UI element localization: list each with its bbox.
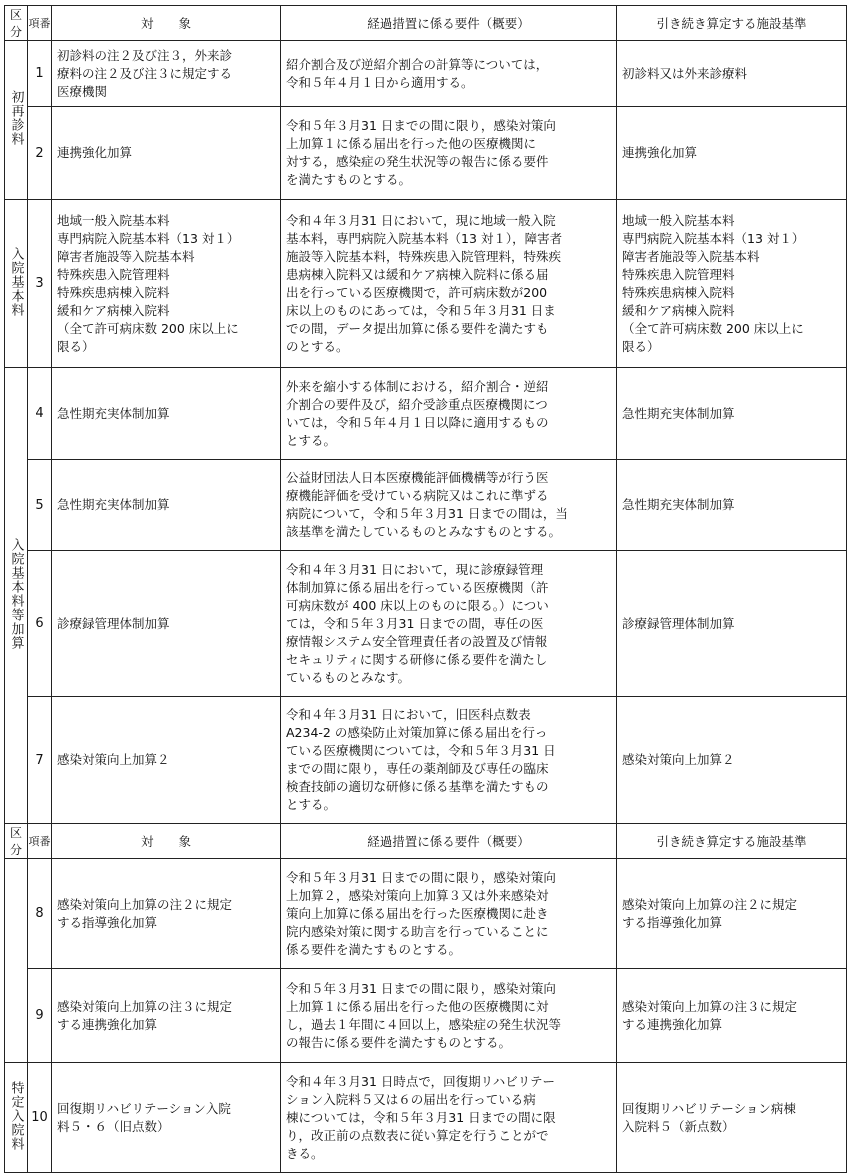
table-row (5, 41, 847, 107)
row-taisho: 診療録管理体制加算 (52, 551, 281, 697)
category-label: 初再診料 (8, 90, 24, 146)
row-yoken: 令和４年３月31 日時点で，回復期リハビリテー ション入院料５又は６の届出を行っている病 棟については，令和５年３月31 日までの間に限 り，改正前の点数表に従い算定を行うことがで きる。 (281, 1063, 617, 1173)
table-row (5, 859, 847, 969)
row-number: 7 (28, 697, 52, 824)
header-yoken: 経過措置に係る要件（概要） (281, 824, 617, 859)
row-kijun: 感染対策向上加算の注３に規定 する連携強化加算 (617, 969, 847, 1063)
row-yoken: 令和４年３月31 日において，現に地域一般入院 基本料，専門病院入院基本料（13 対１），障害者 施設等入院基本料，特殊疾患入院管理料，特殊疾 患病棟入院料又は緩和ケア病棟入院料に係る届 出を行っている医療機関で，許可病床数が200 床以上のものにあっては，令和５年３月31 日ま での間，データ提出加算に係る要件を満たすも のとする。 (281, 200, 617, 368)
category-label: 特定入院料 (8, 1080, 24, 1151)
header-taisho: 対 象 (52, 824, 281, 859)
row-kijun: 初診料又は外来診療料 (617, 41, 847, 107)
row-number: 3 (28, 200, 52, 368)
table-header-row (5, 824, 847, 859)
row-kijun: 診療録管理体制加算 (617, 551, 847, 697)
table-row (5, 368, 847, 460)
row-taisho: 感染対策向上加算の注３に規定 する連携強化加算 (52, 969, 281, 1063)
category-cell (5, 368, 28, 824)
table-row (5, 1063, 847, 1173)
row-yoken: 令和５年３月31 日までの間に限り，感染対策向 上加算２，感染対策向上加算３又は外来感染対 策向上加算に係る届出を行った医療機関に赴き 院内感染対策に関する助言を行っていることに 係る要件を満たすものとする。 (281, 859, 617, 969)
row-taisho: 回復期リハビリテーション入院 料５・６（旧点数） (52, 1063, 281, 1173)
table-row (5, 551, 847, 697)
row-kijun: 連携強化加算 (617, 107, 847, 200)
row-yoken: 外来を縮小する体制における，紹介割合・逆紹 介割合の要件及び，紹介受診重点医療機関につ いては，令和５年４月１日以降に適用するもの とする。 (281, 368, 617, 460)
row-number: 4 (28, 368, 52, 460)
row-taisho: 地域一般入院基本料 専門病院入院基本料（13 対１） 障害者施設等入院基本料 特殊疾患入院管理料 特殊疾患病棟入院料 緩和ケア病棟入院料 （全て許可病床数 200 床以上に 限る） (52, 200, 281, 368)
header-komoku: 項番 (28, 824, 52, 859)
row-yoken: 公益財団法人日本医療機能評価機構等が行う医 療機能評価を受けている病院又はこれに準ずる 病院について，令和５年３月31 日までの間は，当 該基準を満たしているものとみなすものとする。 (281, 460, 617, 551)
row-yoken: 紹介割合及び逆紹介割合の計算等については， 令和５年４月１日から適用する。 (281, 41, 617, 107)
row-kijun: 感染対策向上加算２ (617, 697, 847, 824)
document-table-page (4, 5, 846, 1173)
row-kijun: 地域一般入院基本料 専門病院入院基本料（13 対１） 障害者施設等入院基本料 特殊疾患入院管理料 特殊疾患病棟入院料 緩和ケア病棟入院料 （全て許可病床数 200 床以上に 限る） (617, 200, 847, 368)
transition-measures-table (4, 5, 847, 1173)
row-kijun: 急性期充実体制加算 (617, 368, 847, 460)
row-yoken: 令和４年３月31 日において，現に診療録管理 体制加算に係る届出を行っている医療機関（許 可病床数が 400 床以上のものに限る。）につい ては，令和５年３月31 日までの間，専任の医 療情報システム安全管理責任者の設置及び情報 セキュリティに関する研修に係る要件を満たし ているものとみなす。 (281, 551, 617, 697)
table-row (5, 969, 847, 1063)
header-kijun: 引き続き算定する施設基準 (617, 6, 847, 41)
header-kijun: 引き続き算定する施設基準 (617, 824, 847, 859)
row-number: 5 (28, 460, 52, 551)
category-cell (5, 1063, 28, 1173)
row-kijun: 感染対策向上加算の注２に規定 する指導強化加算 (617, 859, 847, 969)
header-yoken: 経過措置に係る要件（概要） (281, 6, 617, 41)
row-number: 9 (28, 969, 52, 1063)
row-taisho: 連携強化加算 (52, 107, 281, 200)
category-label: 入院基本料 (8, 246, 24, 317)
row-number: 1 (28, 41, 52, 107)
row-number: 2 (28, 107, 52, 200)
row-yoken: 令和５年３月31 日までの間に限り，感染対策向 上加算１に係る届出を行った他の医療機関に 対する，感染症の発生状況等の報告に係る要件 を満たすものとする。 (281, 107, 617, 200)
table-row (5, 200, 847, 368)
header-kubun: 区分 (5, 824, 28, 859)
row-kijun: 急性期充実体制加算 (617, 460, 847, 551)
row-yoken: 令和５年３月31 日までの間に限り，感染対策向 上加算１に係る届出を行った他の医療機関に対 し，過去１年間に４回以上，感染症の発生状況等 の報告に係る要件を満たすものとする。 (281, 969, 617, 1063)
row-taisho: 急性期充実体制加算 (52, 460, 281, 551)
category-cell (5, 200, 28, 368)
table-row (5, 460, 847, 551)
header-taisho: 対 象 (52, 6, 281, 41)
category-cell (5, 859, 28, 1063)
row-yoken: 令和４年３月31 日において，旧医科点数表 A234-2 の感染防止対策加算に係る届出を行っ ている医療機関については，令和５年３月31 日 までの間に限り，専任の薬剤師及び専任の臨床 検査技師の適切な研修に係る基準を満たすもの とする。 (281, 697, 617, 824)
row-taisho: 初診料の注２及び注３，外来診 療料の注２及び注３に規定する 医療機関 (52, 41, 281, 107)
header-kubun: 区分 (5, 6, 28, 41)
category-label: 入院基本料等加算 (8, 537, 24, 650)
table-row (5, 107, 847, 200)
row-kijun: 回復期リハビリテーション病棟 入院料５（新点数） (617, 1063, 847, 1173)
header-komoku: 項番 (28, 6, 52, 41)
row-taisho: 急性期充実体制加算 (52, 368, 281, 460)
row-taisho: 感染対策向上加算の注２に規定 する指導強化加算 (52, 859, 281, 969)
row-number: 8 (28, 859, 52, 969)
table-row (5, 697, 847, 824)
category-cell (5, 41, 28, 200)
row-number: 10 (28, 1063, 52, 1173)
row-taisho: 感染対策向上加算２ (52, 697, 281, 824)
row-number: 6 (28, 551, 52, 697)
table-header-row (5, 6, 847, 41)
